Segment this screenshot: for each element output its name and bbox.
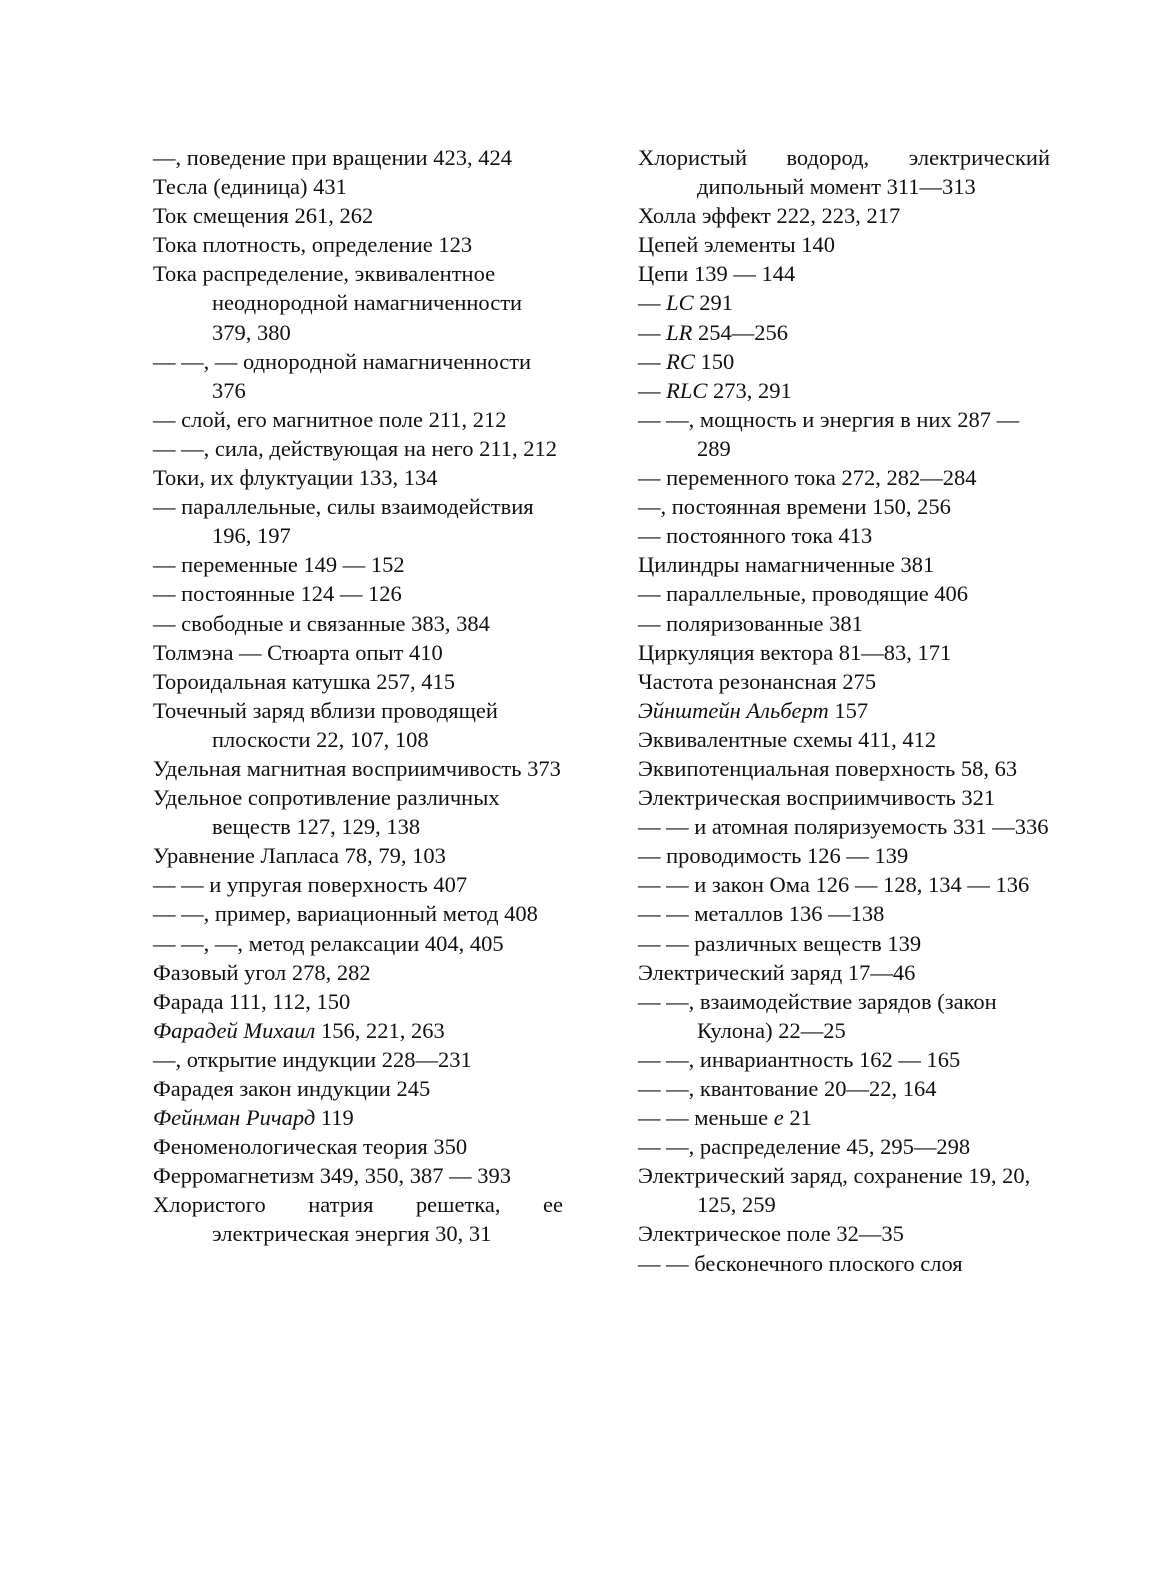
index-entry bbox=[638, 1103, 1050, 1132]
index-entry bbox=[638, 288, 1050, 317]
index-entry bbox=[638, 347, 1050, 376]
index-entry: — —, инвариантность 162 — 165 bbox=[638, 1046, 961, 1072]
index-entry: Тока распределение, эквивалентное неоднородной намагниченности 379, 380 bbox=[153, 261, 523, 345]
index-entry bbox=[153, 1016, 563, 1045]
index-column-right bbox=[638, 143, 1050, 1278]
index-entry-dash: — bbox=[638, 377, 667, 403]
index-entry: Точечный заряд вблизи проводящей плоскости 22, 107, 108 bbox=[153, 697, 498, 752]
index-entry-pages: 254—256 bbox=[692, 319, 789, 345]
index-entry-italic: RC bbox=[666, 348, 695, 374]
index-entry: Фарада 111, 112, 150 bbox=[153, 988, 351, 1014]
index-entry: — — и закон Ома 126 — 128, 134 — 136 bbox=[638, 872, 1030, 898]
index-entry-italic: Фарадей Михаил bbox=[153, 1017, 316, 1043]
index-entry: — —, распределение 45, 295—298 bbox=[638, 1134, 971, 1160]
index-entry: Ферромагнетизм 349, 350, 387 — 393 bbox=[153, 1163, 511, 1189]
index-entry-pages: 119 bbox=[315, 1105, 354, 1131]
index-entry: — проводимость 126 — 139 bbox=[638, 843, 909, 869]
index-entry bbox=[638, 696, 1050, 725]
index-entry-italic: Эйнштейн Альберт bbox=[638, 697, 829, 723]
index-entry: Ток смещения 261, 262 bbox=[153, 203, 374, 229]
index-entry: — параллельные, силы взаимодействия 196, 197 bbox=[153, 494, 534, 549]
index-entry: Тока плотность, определение 123 bbox=[153, 232, 473, 258]
index-entry-pages: 150 bbox=[694, 348, 735, 374]
index-entry bbox=[638, 318, 1050, 347]
index-entry: Хлористого натрия решетка, ее электрическая энергия 30, 31 bbox=[153, 1192, 563, 1247]
index-entry-pages: 157 bbox=[828, 697, 869, 723]
index-entry: Электрическое поле 32—35 bbox=[638, 1221, 904, 1247]
index-entry-text: — — меньше bbox=[638, 1105, 774, 1131]
index-entry: — —, —, метод релаксации 404, 405 bbox=[153, 930, 504, 956]
index-entry: — — различных веществ 139 bbox=[638, 930, 922, 956]
index-entry-pages: 291 bbox=[693, 290, 734, 316]
index-entry: — —, сила, действующая на него 211, 212 bbox=[153, 435, 558, 461]
index-entry-dash: — bbox=[638, 348, 667, 374]
index-entry: Эквипотенциальная поверхность 58, 63 bbox=[638, 755, 1018, 781]
index-entry: — — бесконечного плоского слоя bbox=[638, 1250, 963, 1276]
index-entry: — — металлов 136 —138 bbox=[638, 901, 885, 927]
index-entry: Циркуляция вектора 81—83, 171 bbox=[638, 639, 952, 665]
index-entry bbox=[153, 1103, 563, 1132]
index-entry-italic: RLC bbox=[666, 377, 708, 403]
index-entry-italic: Фейнман Ричард bbox=[153, 1105, 316, 1131]
index-entry: — переменные 149 — 152 bbox=[153, 552, 405, 578]
index-entry: Электрический заряд 17—46 bbox=[638, 959, 916, 985]
index-entry: — — и атомная поляризуемость 331 —336 bbox=[638, 814, 1049, 840]
index-entry-dash: — bbox=[638, 290, 667, 316]
index-entry: Частота резонансная 275 bbox=[638, 668, 877, 694]
index-entry: — —, пример, вариационный метод 408 bbox=[153, 901, 538, 927]
index-entry: — —, квантование 20—22, 164 bbox=[638, 1076, 937, 1101]
index-entry-pages: 273, 291 bbox=[707, 377, 792, 403]
index-entry: Холла эффект 222, 223, 217 bbox=[638, 203, 901, 229]
index-entry: Феноменологическая теория 350 bbox=[153, 1134, 468, 1160]
index-entry-pages: 156, 221, 263 bbox=[315, 1017, 445, 1043]
index-entry: Токи, их флуктуации 133, 134 bbox=[153, 465, 438, 491]
index-entry: — постоянные 124 — 126 bbox=[153, 581, 402, 607]
index-entry bbox=[638, 376, 1050, 405]
index-entry: — — и упругая поверхность 407 bbox=[153, 872, 468, 898]
index-entry-italic: e bbox=[773, 1105, 784, 1131]
index-entry: —, постоянная времени 150, 256 bbox=[638, 494, 951, 520]
index-entry: — слой, его магнитное поле 211, 212 bbox=[153, 406, 507, 432]
index-entry: — —, взаимодействие зарядов (закон Кулона) 22—25 bbox=[638, 988, 997, 1043]
index-entry: — постоянного тока 413 bbox=[638, 523, 873, 549]
index-entry-dash: — bbox=[638, 319, 667, 345]
index-entry: —, открытие индукции 228—231 bbox=[153, 1046, 472, 1072]
index-entry: Цепи 139 — 144 bbox=[638, 261, 796, 287]
index-entry: Тесла (единица) 431 bbox=[153, 174, 347, 200]
index-entry: Цепей элементы 140 bbox=[638, 232, 835, 258]
index-entry: Уравнение Лапласа 78, 79, 103 bbox=[153, 843, 446, 869]
index-entry: Удельное сопротивление различных веществ 127, 129, 138 bbox=[153, 785, 500, 840]
index-entry: Цилиндры намагниченные 381 bbox=[638, 552, 935, 578]
index-entry: Электрическая восприимчивость 321 bbox=[638, 785, 996, 811]
index-entry: — —, мощность и энергия в них 287 — 289 bbox=[638, 406, 1020, 461]
index-entry: — свободные и связанные 383, 384 bbox=[153, 610, 490, 636]
index-entry: Толмэна — Стюарта опыт 410 bbox=[153, 639, 443, 665]
index-entry: Хлористый водород, электрический дипольный момент 311—313 bbox=[638, 145, 1050, 200]
index-entry: Электрический заряд, сохранение 19, 20, 125, 259 bbox=[638, 1163, 1031, 1218]
index-entry: Фазовый угол 278, 282 bbox=[153, 959, 371, 985]
index-entry: Удельная магнитная восприимчивость 373 bbox=[153, 755, 561, 781]
index-entry: — —, — однородной намагниченности 376 bbox=[153, 348, 532, 403]
index-entry: — переменного тока 272, 282—284 bbox=[638, 465, 977, 491]
index-entry: Тороидальная катушка 257, 415 bbox=[153, 668, 456, 694]
index-entry: —, поведение при вращении 423, 424 bbox=[153, 145, 512, 170]
index-entry-italic: LC bbox=[666, 290, 694, 316]
index-entry-italic: LR bbox=[666, 319, 693, 345]
index-entry: — параллельные, проводящие 406 bbox=[638, 581, 969, 607]
index-column-left bbox=[153, 143, 563, 1249]
index-entry: Эквивалентные схемы 411, 412 bbox=[638, 726, 937, 752]
index-entry: — поляризованные 381 bbox=[638, 610, 863, 636]
index-entry-pages: 21 bbox=[783, 1105, 812, 1131]
index-entry: Фарадея закон индукции 245 bbox=[153, 1076, 431, 1101]
